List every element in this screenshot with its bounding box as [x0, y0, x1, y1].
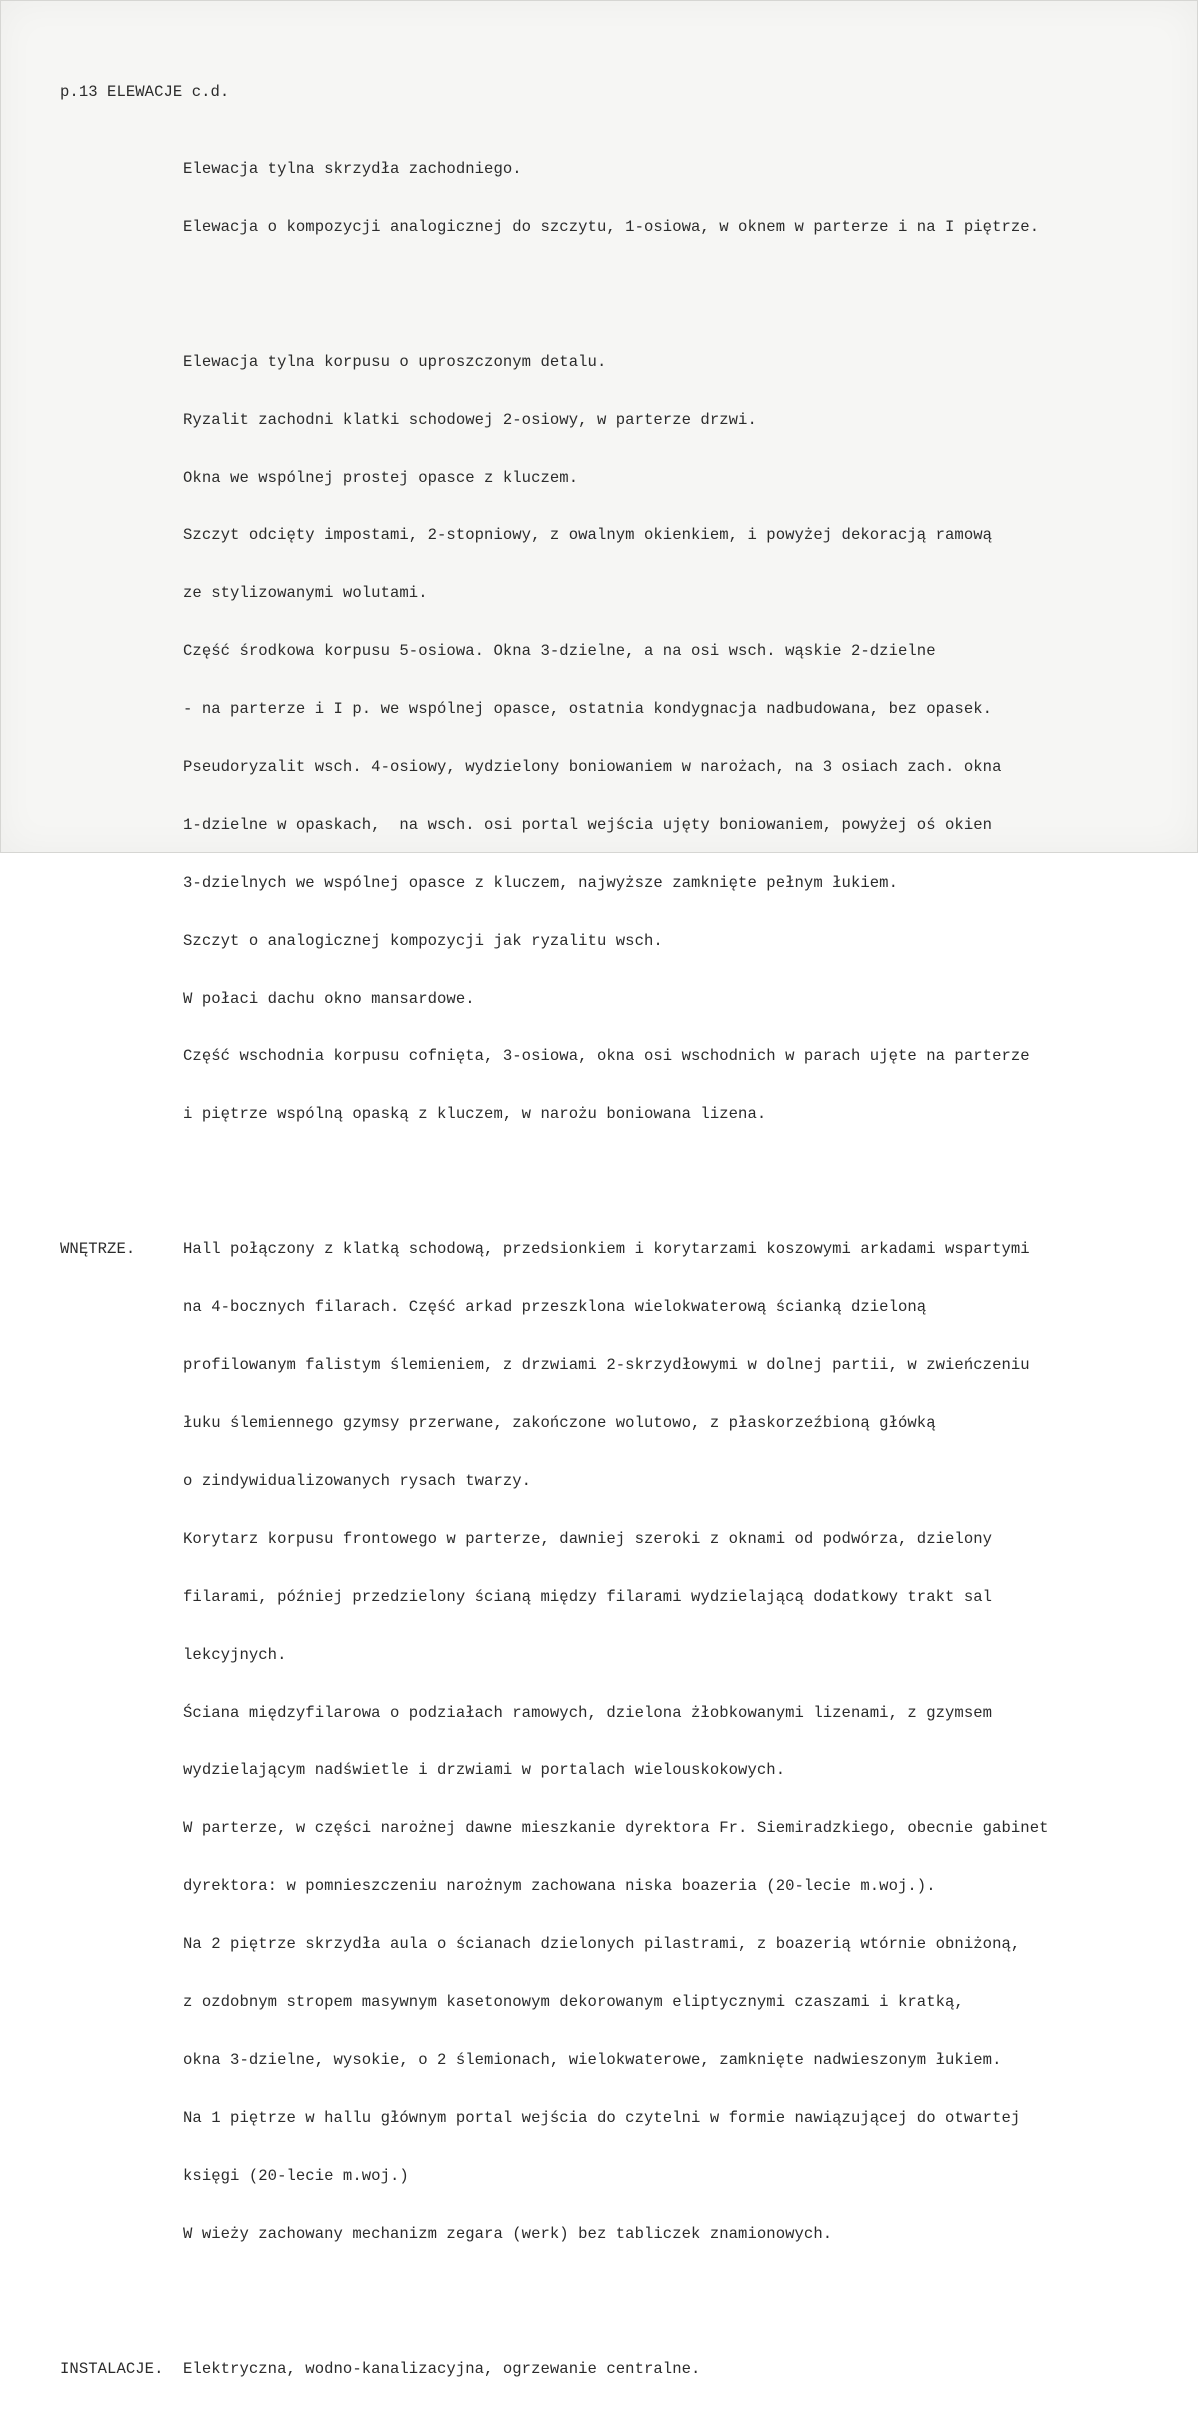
- text-line: Ściana międzyfilarowa o podziałach ramowych, dzielona żłobkowanymi lizenami, z gzymsem: [183, 1703, 993, 1722]
- text-line: profilowanym falistym ślemieniem, z drzwiami 2-skrzydłowymi w dolnej partii, w zwieńczeniu: [183, 1356, 1030, 1375]
- text-line: lekcyjnych.: [183, 1645, 287, 1664]
- blank-line: [60, 2282, 1049, 2301]
- text-line: W parterze, w części narożnej dawne mieszkanie dyrektora Fr. Siemiradzkiego, obecnie gabinet: [183, 1819, 1049, 1838]
- text-line: Pseudoryzalit wsch. 4-osiowy, wydzielony boniowaniem w narożach, na 3 osiach zach. okna: [183, 757, 1002, 776]
- text-line: i piętrze wspólną opaską z kluczem, w narożu boniowana lizena.: [183, 1105, 767, 1124]
- blank-line: [60, 276, 1049, 295]
- text-line: okna 3-dzielne, wysokie, o 2 ślemionach, wielokwaterowe, zamknięte nadwieszonym łukiem.: [183, 2050, 1002, 2069]
- text-line: łuku ślemiennego gzymsy przerwane, zakończone wolutowo, z płaskorzeźbioną główką: [183, 1414, 936, 1433]
- text-line: Szczyt o analogicznej kompozycji jak ryzalitu wsch.: [183, 931, 663, 950]
- text-line: Na 2 piętrze skrzydła aula o ścianach dzielonych pilastrami, z boazerią wtórnie obniżoną,: [183, 1935, 1021, 1954]
- text-line: Ryzalit zachodni klatki schodowej 2-osiowy, w parterze drzwi.: [183, 410, 757, 429]
- installations-label: INSTALACJE.: [60, 2359, 164, 2378]
- text-line: Korytarz korpusu frontowego w parterze, dawniej szeroki z oknami od podwórza, dzielony: [183, 1529, 993, 1548]
- text-line: Hall połączony z klatką schodową, przedsionkiem i korytarzami koszowymi arkadami wspartymi: [183, 1240, 1030, 1259]
- text-line: 1-dzielne w opaskach, na wsch. osi portal wejścia ujęty boniowaniem, powyżej oś okien: [183, 815, 993, 834]
- text-line: z ozdobnym stropem masywnym kasetonowym dekorowanym eliptycznymi czaszami i kratką,: [183, 1992, 964, 2011]
- text-line: księgi (20-lecie m.woj.): [183, 2166, 409, 2185]
- text-line: Elewacja tylna korpusu o uproszczonym detalu.: [183, 352, 607, 371]
- section-header: p.13 ELEWACJE c.d.: [60, 82, 230, 101]
- blank-line: [60, 1163, 1049, 1182]
- text-line: wydzielającym nadświetle i drzwiami w portalach wielouskokowych.: [183, 1761, 786, 1780]
- document-text: [60, 44, 1049, 2418]
- installations-text: Elektryczna, wodno-kanalizacyjna, ogrzewanie centralne.: [183, 2359, 701, 2378]
- text-line: Elewacja tylna skrzydła zachodniego.: [183, 159, 522, 178]
- text-line: 3-dzielnych we wspólnej opasce z kluczem, najwyższe zamknięte pełnym łukiem.: [183, 873, 898, 892]
- text-line: Okna we wspólnej prostej opasce z kluczem.: [183, 468, 579, 487]
- text-line: Część środkowa korpusu 5-osiowa. Okna 3-dzielne, a na osi wsch. wąskie 2-dzielne: [183, 642, 936, 661]
- text-line: ze stylizowanymi wolutami.: [183, 584, 428, 603]
- text-line: dyrektora: w pomnieszczeniu narożnym zachowana niska boazeria (20-lecie m.woj.).: [183, 1877, 936, 1896]
- text-line: Szczyt odcięty impostami, 2-stopniowy, z owalnym okienkiem, i powyżej dekoracją ramową: [183, 526, 993, 545]
- installations-line: [60, 2360, 1049, 2379]
- text-line: o zindywidualizowanych rysach twarzy.: [183, 1471, 532, 1490]
- text-line: na 4-bocznych filarach. Część arkad przeszklona wielokwaterową ścianką dzieloną: [183, 1298, 927, 1317]
- interior-first-line: [60, 1240, 1049, 1259]
- text-line: filarami, później przedzielony ścianą między filarami wydzielającą dodatkowy trakt sal: [183, 1587, 993, 1606]
- text-line: Elewacja o kompozycji analogicznej do szczytu, 1-osiowa, w oknem w parterze i na I piętrze.: [183, 217, 1040, 236]
- interior-label: WNĘTRZE.: [60, 1240, 136, 1259]
- text-line: - na parterze i I p. we wspólnej opasce, ostatnia kondygnacja nadbudowana, bez opasek.: [183, 700, 993, 719]
- text-line: W wieży zachowany mechanizm zegara (werk) bez tabliczek znamionowych.: [183, 2224, 833, 2243]
- text-line: Na 1 piętrze w hallu głównym portal wejścia do czytelni w formie nawiązującej do otwartej: [183, 2108, 1021, 2127]
- text-line: Część wschodnia korpusu cofnięta, 3-osiowa, okna osi wschodnich w parach ujęte na parterze: [183, 1047, 1030, 1066]
- text-line: W połaci dachu okno mansardowe.: [183, 989, 475, 1008]
